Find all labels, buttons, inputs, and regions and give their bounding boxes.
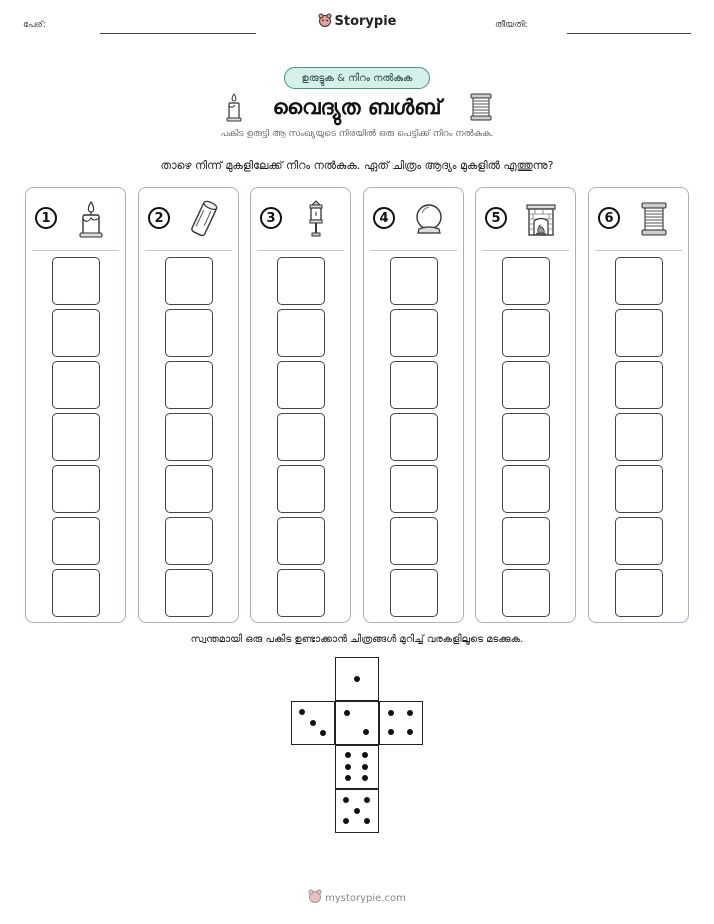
- color-box[interactable]: [52, 413, 100, 461]
- column-divider: [370, 250, 457, 251]
- name-label: പേര്:: [23, 20, 46, 30]
- subtitle: പകിട ഉരുട്ടി ആ സംഖ്യയുടെ നിരയിൽ ഒരു പെട്ടിക്ക് നിറം നൽകുക.: [220, 129, 494, 139]
- color-box[interactable]: [390, 257, 438, 305]
- dice-pip: [343, 797, 349, 803]
- dice-face-6: [335, 745, 379, 789]
- dice-pip: [362, 775, 368, 781]
- dice-pip: [343, 818, 349, 824]
- color-box[interactable]: [52, 465, 100, 513]
- color-box[interactable]: [502, 257, 550, 305]
- color-box[interactable]: [165, 361, 213, 409]
- color-box[interactable]: [502, 569, 550, 617]
- color-box[interactable]: [615, 361, 663, 409]
- brand-name: Storypie: [334, 14, 397, 29]
- dice-pip: [345, 752, 351, 758]
- color-box[interactable]: [615, 309, 663, 357]
- candle-icon: [74, 199, 108, 239]
- color-box[interactable]: [502, 361, 550, 409]
- column-number: 3: [260, 207, 282, 229]
- footer-url[interactable]: mystorypie.com: [325, 893, 406, 904]
- color-box[interactable]: [165, 413, 213, 461]
- thread-spool-icon: [469, 92, 493, 122]
- color-box[interactable]: [390, 569, 438, 617]
- storypie-logo-icon: [318, 13, 332, 27]
- color-box[interactable]: [277, 361, 325, 409]
- color-box[interactable]: [52, 257, 100, 305]
- color-box[interactable]: [277, 309, 325, 357]
- color-box[interactable]: [277, 569, 325, 617]
- log-icon: [187, 199, 221, 239]
- color-box[interactable]: [615, 257, 663, 305]
- color-box[interactable]: [502, 309, 550, 357]
- dice-pip: [344, 710, 350, 716]
- color-box[interactable]: [390, 361, 438, 409]
- color-box[interactable]: [165, 569, 213, 617]
- column-6: [588, 187, 689, 623]
- column-5: [475, 187, 576, 623]
- dice-pip: [320, 730, 326, 736]
- column-1: [25, 187, 126, 623]
- dice-pip: [345, 764, 351, 770]
- color-box[interactable]: [615, 517, 663, 565]
- dice-pip: [362, 752, 368, 758]
- dice-pip: [364, 797, 370, 803]
- column-number: 2: [148, 207, 170, 229]
- dice-pip: [407, 729, 413, 735]
- brand: [0, 13, 714, 29]
- dice-pip: [354, 808, 360, 814]
- dice-pip: [362, 764, 368, 770]
- color-box[interactable]: [277, 517, 325, 565]
- color-box[interactable]: [390, 517, 438, 565]
- dice-pip: [345, 775, 351, 781]
- color-box[interactable]: [502, 413, 550, 461]
- dice-pip: [363, 729, 369, 735]
- column-divider: [482, 250, 569, 251]
- color-box[interactable]: [165, 257, 213, 305]
- column-2: [138, 187, 239, 623]
- color-box[interactable]: [165, 309, 213, 357]
- date-line[interactable]: [567, 33, 691, 34]
- dice-pip: [407, 710, 413, 716]
- column-divider: [257, 250, 344, 251]
- color-box[interactable]: [390, 309, 438, 357]
- dice-pip: [354, 676, 360, 682]
- column-divider: [32, 250, 119, 251]
- storypie-footer-logo-icon: [308, 889, 322, 903]
- fold-instruction: സ്വന്തമായി ഒരു പകിട ഉണ്ടാക്കാൻ ചിത്രങ്ങൾ മുറിച്ച് വരകളിലൂടെ മടക്കുക.: [190, 634, 524, 645]
- column-divider: [145, 250, 232, 251]
- color-box[interactable]: [277, 465, 325, 513]
- dice-face-4: [379, 701, 423, 745]
- color-box[interactable]: [615, 569, 663, 617]
- column-number: 4: [373, 207, 395, 229]
- crystal-ball-icon: [412, 199, 446, 239]
- column-divider: [595, 250, 682, 251]
- color-box[interactable]: [615, 413, 663, 461]
- dice-face-5: [335, 789, 379, 833]
- column-number: 1: [35, 207, 57, 229]
- footer: [0, 889, 714, 904]
- color-box[interactable]: [277, 257, 325, 305]
- lantern-icon: [299, 199, 333, 239]
- dice-pip: [310, 720, 316, 726]
- color-box[interactable]: [52, 569, 100, 617]
- instruction: താഴെ നിന്ന് മുകളിലേക്ക് നിറം നൽകുക. ഏത് ചിത്രം ആദ്യം മുകളിൽ എത്തുന്നു?: [160, 159, 554, 172]
- dice-pip: [299, 709, 305, 715]
- column-3: [250, 187, 351, 623]
- dice-pip: [388, 710, 394, 716]
- color-box[interactable]: [165, 465, 213, 513]
- fireplace-icon: [524, 199, 558, 239]
- page-title: വൈദ്യുത ബൾബ്: [272, 95, 442, 119]
- color-box[interactable]: [390, 465, 438, 513]
- dice-face-3: [291, 701, 335, 745]
- column-4: [363, 187, 464, 623]
- color-box[interactable]: [52, 361, 100, 409]
- color-box[interactable]: [52, 309, 100, 357]
- thread-spool-icon: [637, 199, 671, 239]
- color-box[interactable]: [390, 413, 438, 461]
- color-box[interactable]: [52, 517, 100, 565]
- activity-tag: ഉരുട്ടുക & നിറം നൽകുക: [284, 67, 430, 89]
- dice-face-1: [335, 657, 379, 701]
- color-box[interactable]: [502, 517, 550, 565]
- column-number: 5: [485, 207, 507, 229]
- dice-pip: [388, 729, 394, 735]
- column-number: 6: [598, 207, 620, 229]
- dice-face-2: [335, 701, 379, 745]
- date-label: തീയതി:: [495, 20, 528, 30]
- color-box[interactable]: [165, 517, 213, 565]
- color-box[interactable]: [615, 465, 663, 513]
- color-box[interactable]: [502, 465, 550, 513]
- dice-pip: [364, 818, 370, 824]
- name-line[interactable]: [100, 33, 256, 34]
- color-box[interactable]: [277, 413, 325, 461]
